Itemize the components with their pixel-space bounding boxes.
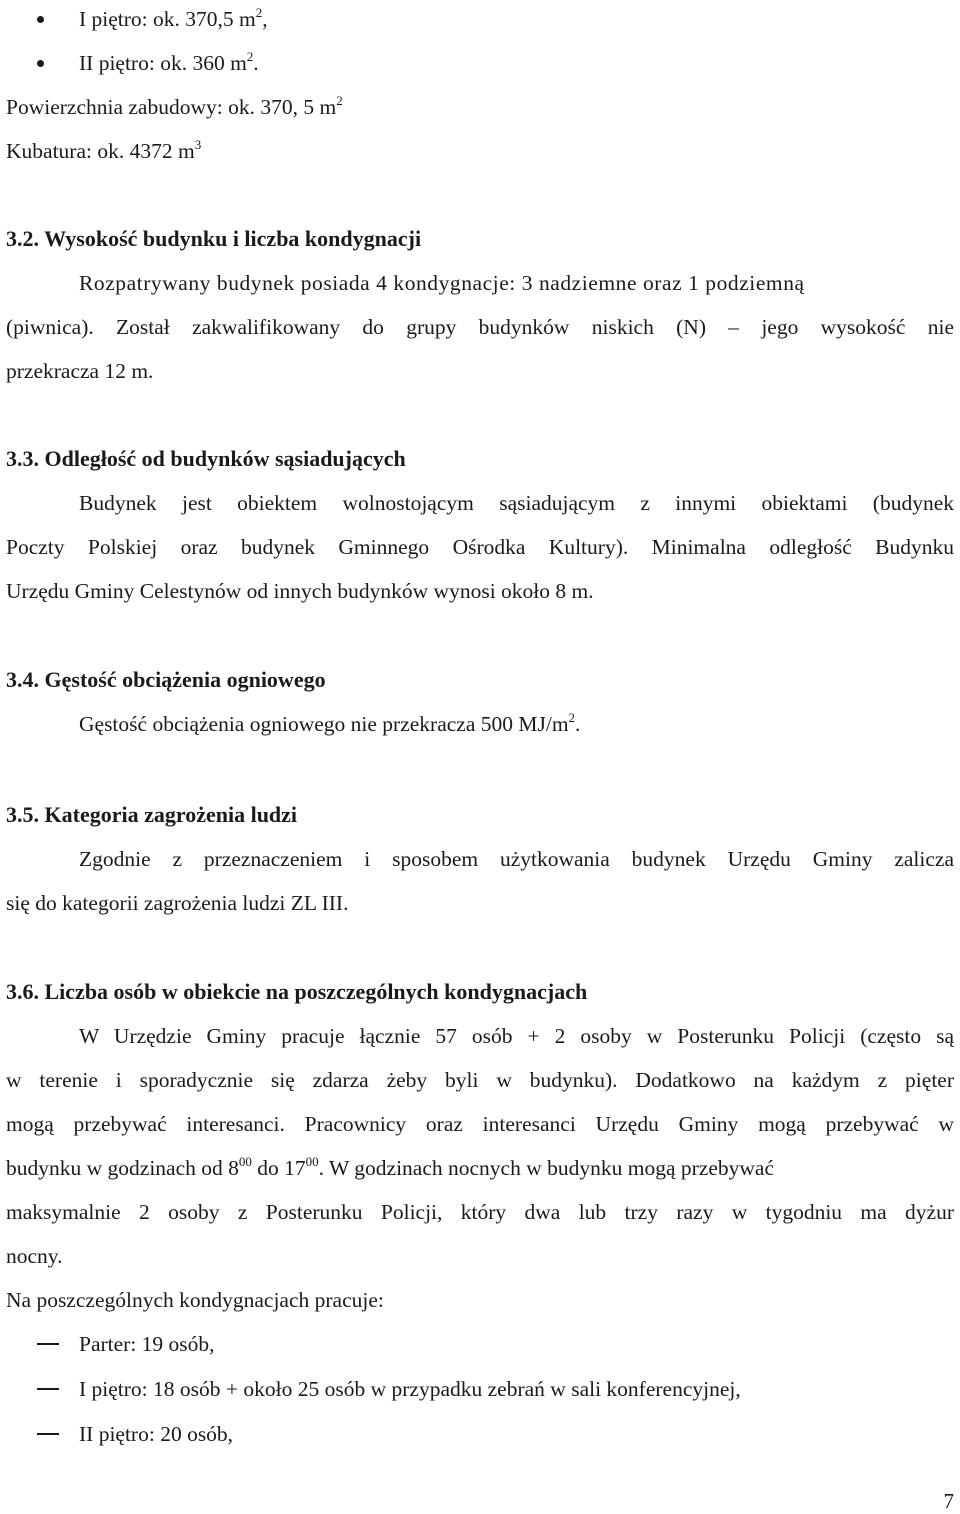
volume: Kubatura: ok. 4372 $m^3$ bbox=[6, 137, 202, 163]
text: Rozpatrywany budynek posiada 4 kondygnacje: 3 nadziemne oraz 1 podziemną bbox=[79, 271, 805, 295]
paragraph-line: Na poszczególnych kondygnacjach pracuje: bbox=[6, 1288, 384, 1312]
paragraph-line: Urzędu Gminy Celestynów od innych budynków wynosi około 8 m. bbox=[6, 579, 594, 603]
paragraph-line: nocny. bbox=[6, 1244, 63, 1268]
list-dash bbox=[37, 1343, 59, 1345]
bullet-dot bbox=[37, 60, 44, 67]
paragraph-line: W Urzędzie Gminy pracuje łącznie 57 osób + 2 osoby w Posterunku Policji (często są bbox=[79, 1024, 954, 1048]
paragraph-line: przekracza 12 m. bbox=[6, 359, 154, 383]
paragraph-line: (piwnica). Został zakwalifikowany do grupy budynków niskich (N) – jego wysokość nie bbox=[6, 315, 954, 339]
page-number: 7 bbox=[943, 1489, 954, 1513]
paragraph-line: w terenie i sporadycznie się zdarza żeby byli w budynku). Dodatkowo na każdym z pięter bbox=[6, 1068, 954, 1092]
section-heading-3-4: 3.4. Gęstość obciążenia ogniowego bbox=[6, 667, 326, 692]
section-heading-3-3: 3.3. Odległość od budynków sąsiadujących bbox=[6, 446, 406, 471]
list-dash bbox=[37, 1388, 59, 1390]
paragraph-line: Gęstość obciążenia ogniowego nie przekracza 500 $MJ/m^2$. bbox=[79, 710, 581, 736]
section-heading-3-6: 3.6. Liczba osób w obiekcie na poszczególnych kondygnacjach bbox=[6, 979, 588, 1004]
built-area: Powierzchnia zabudowy: ok. 370, 5 $m^2$ bbox=[6, 93, 343, 119]
section-heading-3-5: 3.5. Kategoria zagrożenia ludzi bbox=[6, 802, 298, 827]
paragraph-line: Zgodnie z przeznaczeniem i sposobem użytkowania budynek Urzędu Gminy zalicza bbox=[79, 847, 954, 871]
paragraph-line: Budynek jest obiektem wolnostojącym sąsiadującym z innymi obiektami (budynek bbox=[79, 491, 954, 515]
paragraph-line: mogą przebywać interesanci. Pracownicy oraz interesanci Urzędu Gminy mogą przebywać w bbox=[6, 1112, 954, 1136]
paragraph-line: budynku w godzinach od $8^{00}$ do $17^{00}$. W godzinach nocnych w budynku mogą przebywać bbox=[6, 1154, 774, 1180]
section-heading-3-2: 3.2. Wysokość budynku i liczba kondygnacji bbox=[6, 226, 422, 251]
paragraph-line: się do kategorii zagrożenia ludzi ZL III. bbox=[6, 891, 349, 915]
list-item: II piętro: 20 osób, bbox=[79, 1422, 234, 1446]
list-item: Parter: 19 osób, bbox=[79, 1332, 215, 1356]
bullet-dot bbox=[37, 16, 44, 23]
floor2-area: II piętro: ok. 360 $m^2$. bbox=[79, 49, 259, 75]
floor1-area: I piętro: ok. 370,5 $m^2$, bbox=[79, 5, 268, 31]
list-dash bbox=[37, 1433, 59, 1435]
paragraph-line: maksymalnie 2 osoby z Posterunku Policji, który dwa lub trzy razy w tygodniu ma dyżur bbox=[6, 1200, 954, 1224]
list-item: I piętro: 18 osób + około 25 osób w przypadku zebrań w sali konferencyjnej, bbox=[79, 1377, 741, 1401]
paragraph-line: Poczty Polskiej oraz budynek Gminnego Ośrodka Kultury). Minimalna odległość Budynku bbox=[6, 535, 954, 559]
paragraph-line bbox=[79, 270, 954, 296]
